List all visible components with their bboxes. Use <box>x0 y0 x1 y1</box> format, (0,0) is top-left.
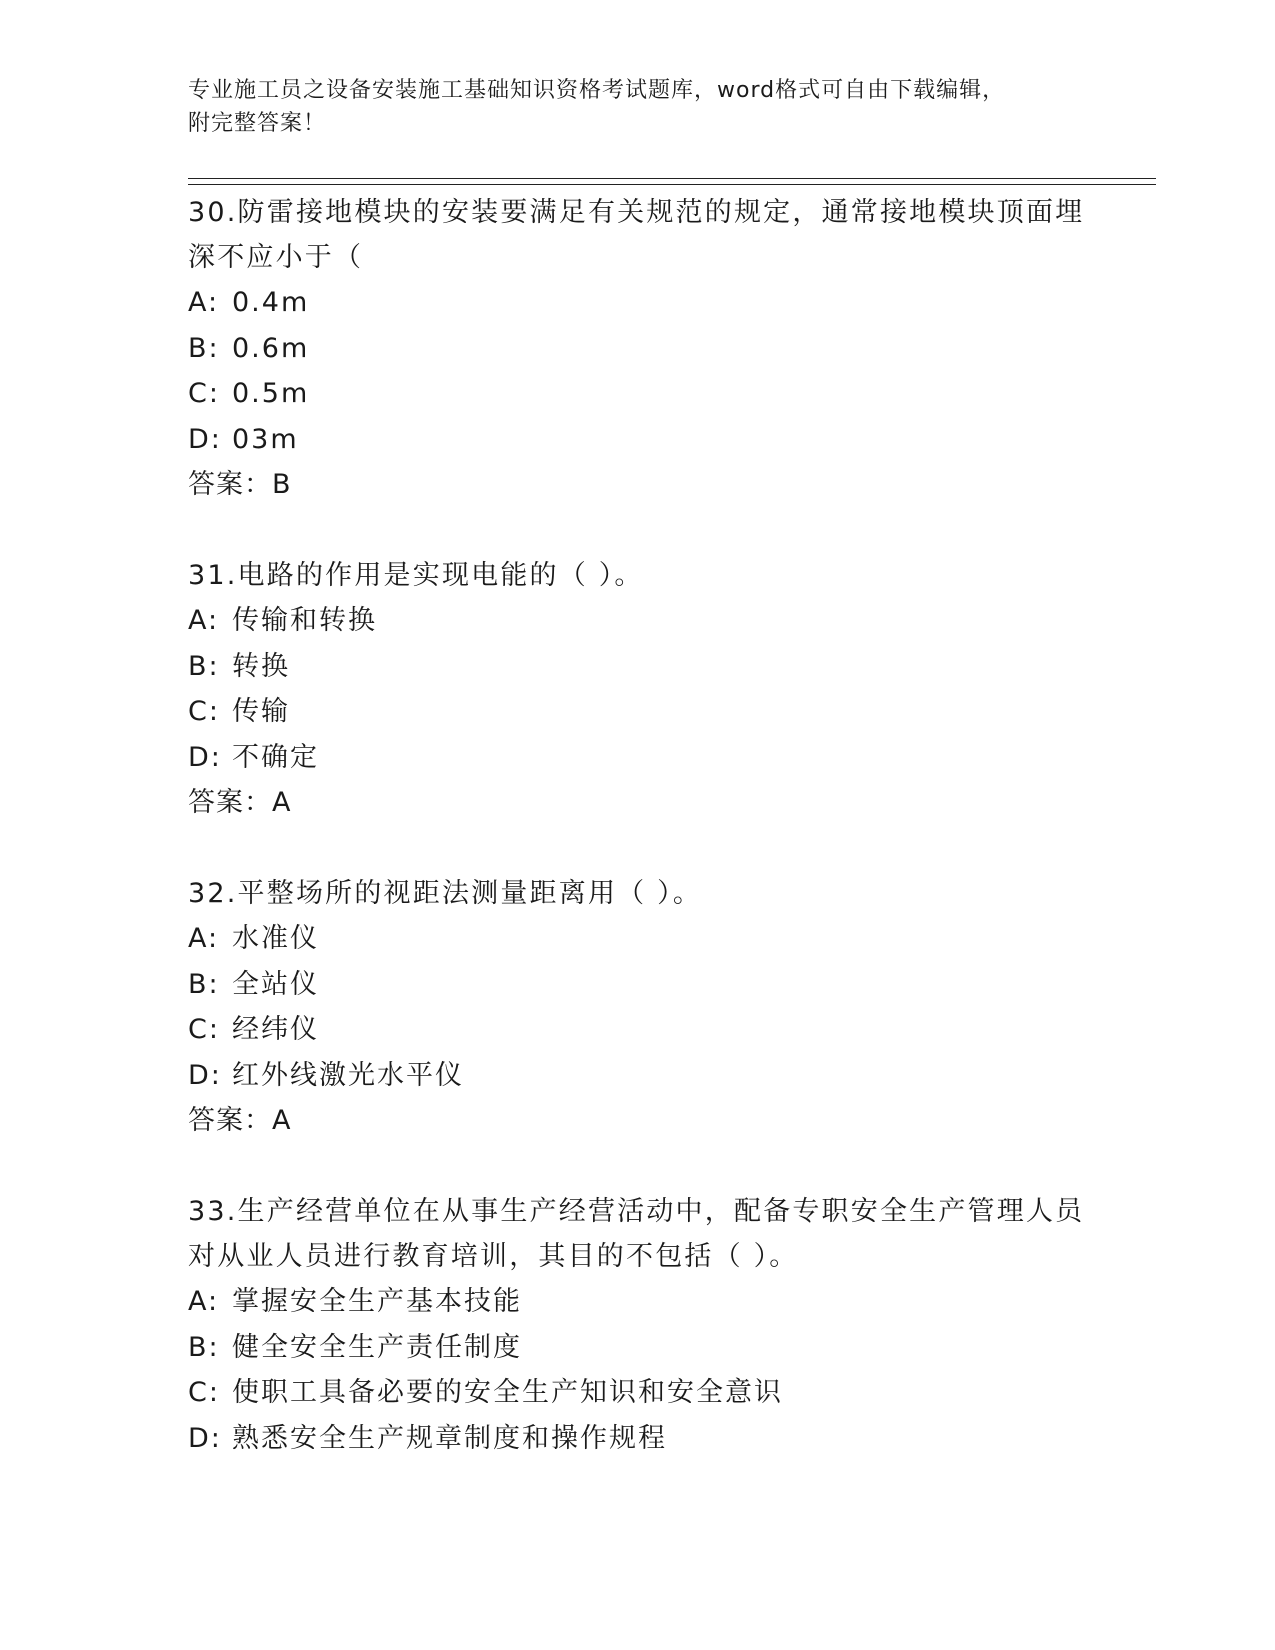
option-text: 03m <box>232 423 299 455</box>
question-33 <box>188 1189 1148 1461</box>
option-key: B: <box>188 1331 220 1363</box>
option-a <box>188 280 1148 326</box>
option-key: A: <box>188 1286 220 1317</box>
option-text: 掌握安全生产基本技能 <box>232 1286 522 1317</box>
option-text: 使职工具备必要的安全生产知识和安全意识 <box>232 1377 783 1408</box>
question-stem-line: 33.生产经营单位在从事生产经营活动中，配备专职安全生产管理人员 <box>188 1196 1085 1227</box>
option-text: 水准仪 <box>232 923 319 954</box>
option-key: B: <box>188 968 220 1000</box>
option-a <box>188 1279 1148 1325</box>
option-key: A: <box>188 923 220 954</box>
option-key: D: <box>188 1059 222 1091</box>
header-line-1: 专业施工员之设备安装施工基础知识资格考试题库，word格式可自由下载编辑， <box>188 78 1006 103</box>
option-key: C: <box>188 378 220 409</box>
option-text: 传输和转换 <box>232 605 377 636</box>
answer-value: B <box>272 469 291 500</box>
option-d <box>188 735 1148 781</box>
option-text: 0.5m <box>232 378 310 409</box>
question-stem <box>188 190 1148 280</box>
option-text: 全站仪 <box>232 968 319 1000</box>
answer-label: 答案： <box>188 469 272 500</box>
option-key: D: <box>188 423 222 455</box>
answer-line <box>188 780 1148 825</box>
question-stem-line: 30.防雷接地模块的安装要满足有关规范的规定，通常接地模块顶面埋 <box>188 197 1085 228</box>
option-key: C: <box>188 1377 220 1408</box>
option-text: 熟悉安全生产规章制度和操作规程 <box>232 1422 667 1454</box>
question-stem-line: 32.平整场所的视距法测量距离用（ ）。 <box>188 878 703 909</box>
option-key: B: <box>188 332 220 364</box>
option-c <box>188 371 1148 417</box>
option-d <box>188 417 1148 463</box>
question-stem <box>188 553 1148 598</box>
option-text: 0.4m <box>232 287 310 318</box>
option-text: 0.6m <box>232 332 310 364</box>
question-31 <box>188 553 1148 825</box>
header-divider-bottom <box>188 184 1156 185</box>
option-b <box>188 962 1148 1008</box>
header-divider-top <box>188 178 1156 179</box>
question-stem-line: 深不应小于（ <box>188 242 364 273</box>
question-stem <box>188 1189 1148 1279</box>
option-text: 红外线激光水平仪 <box>232 1059 464 1091</box>
option-key: A: <box>188 287 220 318</box>
option-key: D: <box>188 741 222 773</box>
option-key: B: <box>188 650 220 682</box>
document-header <box>188 74 1088 140</box>
option-key: A: <box>188 605 220 636</box>
option-text: 经纬仪 <box>232 1014 319 1045</box>
question-30 <box>188 190 1148 507</box>
option-b <box>188 326 1148 372</box>
option-text: 健全安全生产责任制度 <box>232 1331 522 1363</box>
option-b <box>188 1325 1148 1371</box>
header-line-2: 附完整答案！ <box>188 111 327 136</box>
option-key: D: <box>188 1422 222 1454</box>
answer-label: 答案： <box>188 787 272 818</box>
option-b <box>188 644 1148 690</box>
option-a <box>188 916 1148 962</box>
option-c <box>188 689 1148 735</box>
question-stem-line: 对从业人员进行教育培训，其目的不包括（ ）。 <box>188 1241 799 1272</box>
answer-value: A <box>272 1105 291 1136</box>
question-32 <box>188 871 1148 1143</box>
option-text: 转换 <box>232 650 290 682</box>
option-text: 不确定 <box>232 741 319 773</box>
option-c <box>188 1370 1148 1416</box>
question-stem <box>188 871 1148 916</box>
option-d <box>188 1053 1148 1099</box>
answer-value: A <box>272 787 291 818</box>
option-text: 传输 <box>232 696 290 727</box>
answer-label: 答案： <box>188 1105 272 1136</box>
option-d <box>188 1416 1148 1462</box>
answer-line <box>188 1098 1148 1143</box>
option-a <box>188 598 1148 644</box>
option-c <box>188 1007 1148 1053</box>
option-key: C: <box>188 696 220 727</box>
option-key: C: <box>188 1014 220 1045</box>
question-list <box>188 190 1148 1461</box>
answer-line <box>188 462 1148 507</box>
question-stem-line: 31.电路的作用是实现电能的（ ）。 <box>188 560 644 591</box>
